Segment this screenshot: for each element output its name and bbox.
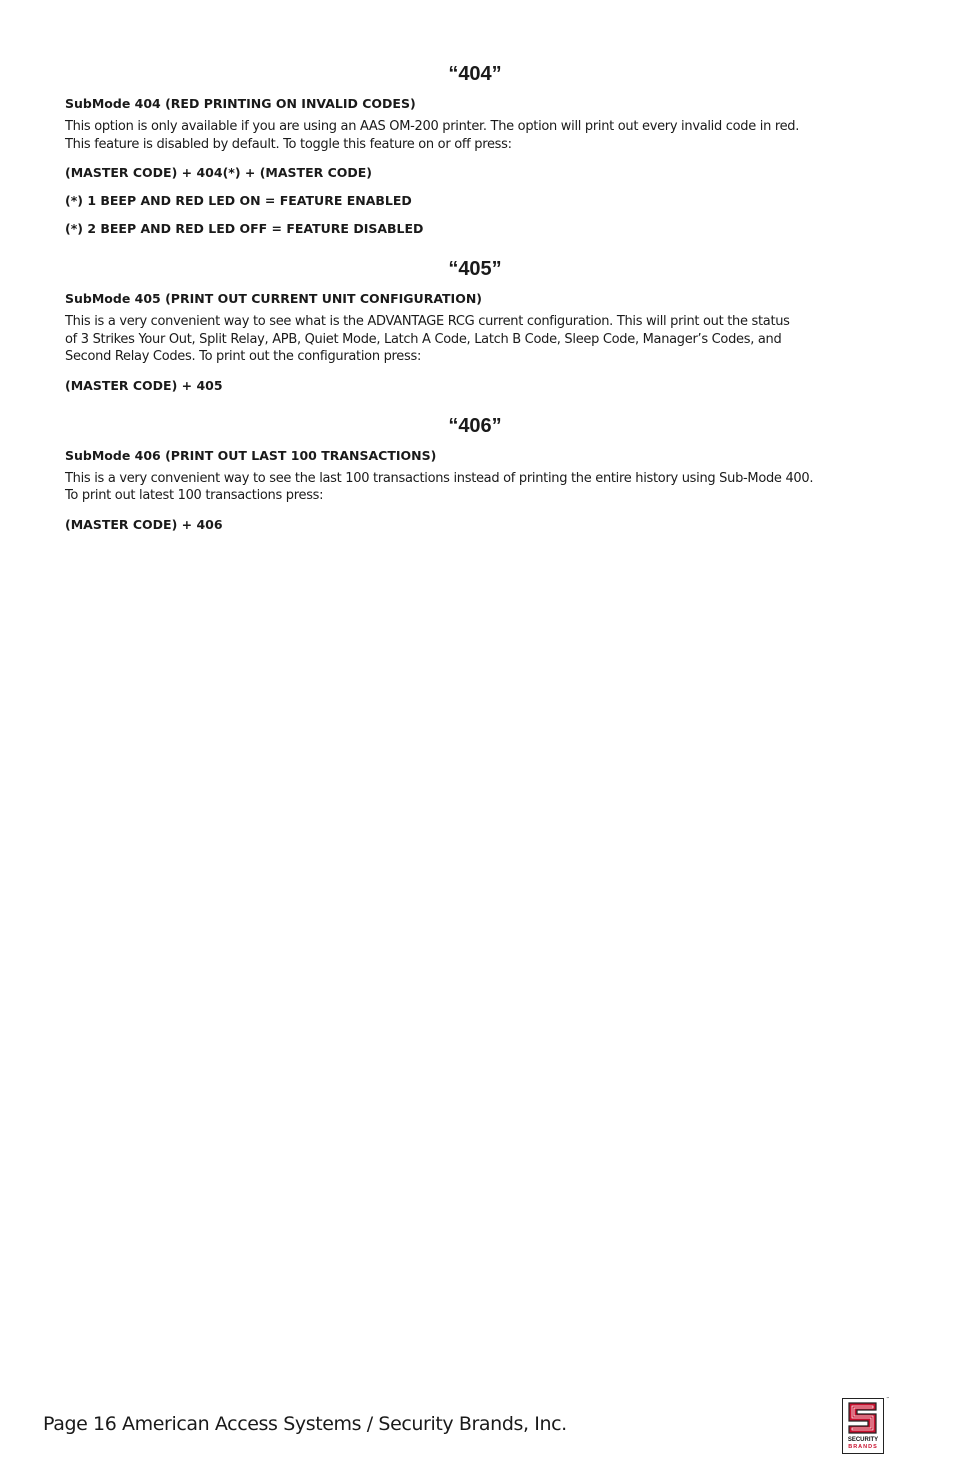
section-heading: “406”: [448, 414, 502, 437]
description-line: of 3 Strikes Your Out, Split Relay, APB, Quiet Mode, Latch A Code, Latch B Code, Sleep Code, Manager’s Codes, and: [65, 331, 782, 347]
command-line: (MASTER CODE) + 406: [65, 516, 223, 532]
section-404: [65, 60, 885, 237]
trademark-symbol: ™: [886, 1396, 890, 1401]
logo-text-brands: BRANDS: [848, 1444, 878, 1450]
section-heading: “405”: [448, 258, 502, 280]
command-line: (*) 2 BEEP AND RED LED OFF = FEATURE DISABLED: [65, 221, 424, 236]
description-line: This option is only available if you are using an AAS OM-200 printer. The option will print out every invalid code in red.: [65, 119, 800, 134]
command-line: (MASTER CODE) + 404(*) + (MASTER CODE): [65, 165, 373, 180]
description-line: This is a very convenient way to see the last 100 transactions instead of printing the entire history using Sub-Mode 400.: [65, 470, 814, 486]
page-footer: Page 16 American Access Systems / Security Brands, Inc.: [43, 1413, 567, 1435]
description-line: This feature is disabled by default. To toggle this feature on or off press:: [65, 136, 512, 152]
description-paragraph: [65, 118, 885, 153]
submode-title: SubMode 406 (PRINT OUT LAST 100 TRANSACTIONS): [65, 447, 437, 463]
section-406: [65, 412, 885, 533]
section-405: [65, 255, 885, 394]
security-brands-logo: [842, 1398, 884, 1454]
description-line: This is a very convenient way to see what is the ADVANTAGE RCG current configuration. This will print out the status: [65, 314, 790, 329]
logo-mark-icon: [843, 1399, 882, 1437]
submode-title: SubMode 404 (RED PRINTING ON INVALID CODES): [65, 96, 416, 111]
command-line: (MASTER CODE) + 405: [65, 377, 223, 393]
description-paragraph: [65, 470, 885, 505]
description-line: To print out latest 100 transactions press:: [65, 488, 324, 503]
command-line: (*) 1 BEEP AND RED LED ON = FEATURE ENABLED: [65, 193, 412, 208]
document-content: [65, 60, 885, 545]
section-heading: “404”: [448, 63, 502, 85]
submode-title: SubMode 405 (PRINT OUT CURRENT UNIT CONFIGURATION): [65, 291, 483, 306]
logo-text-security: SECURITY: [847, 1437, 879, 1443]
description-paragraph: [65, 313, 885, 366]
description-line: Second Relay Codes. To print out the configuration press:: [65, 349, 422, 364]
